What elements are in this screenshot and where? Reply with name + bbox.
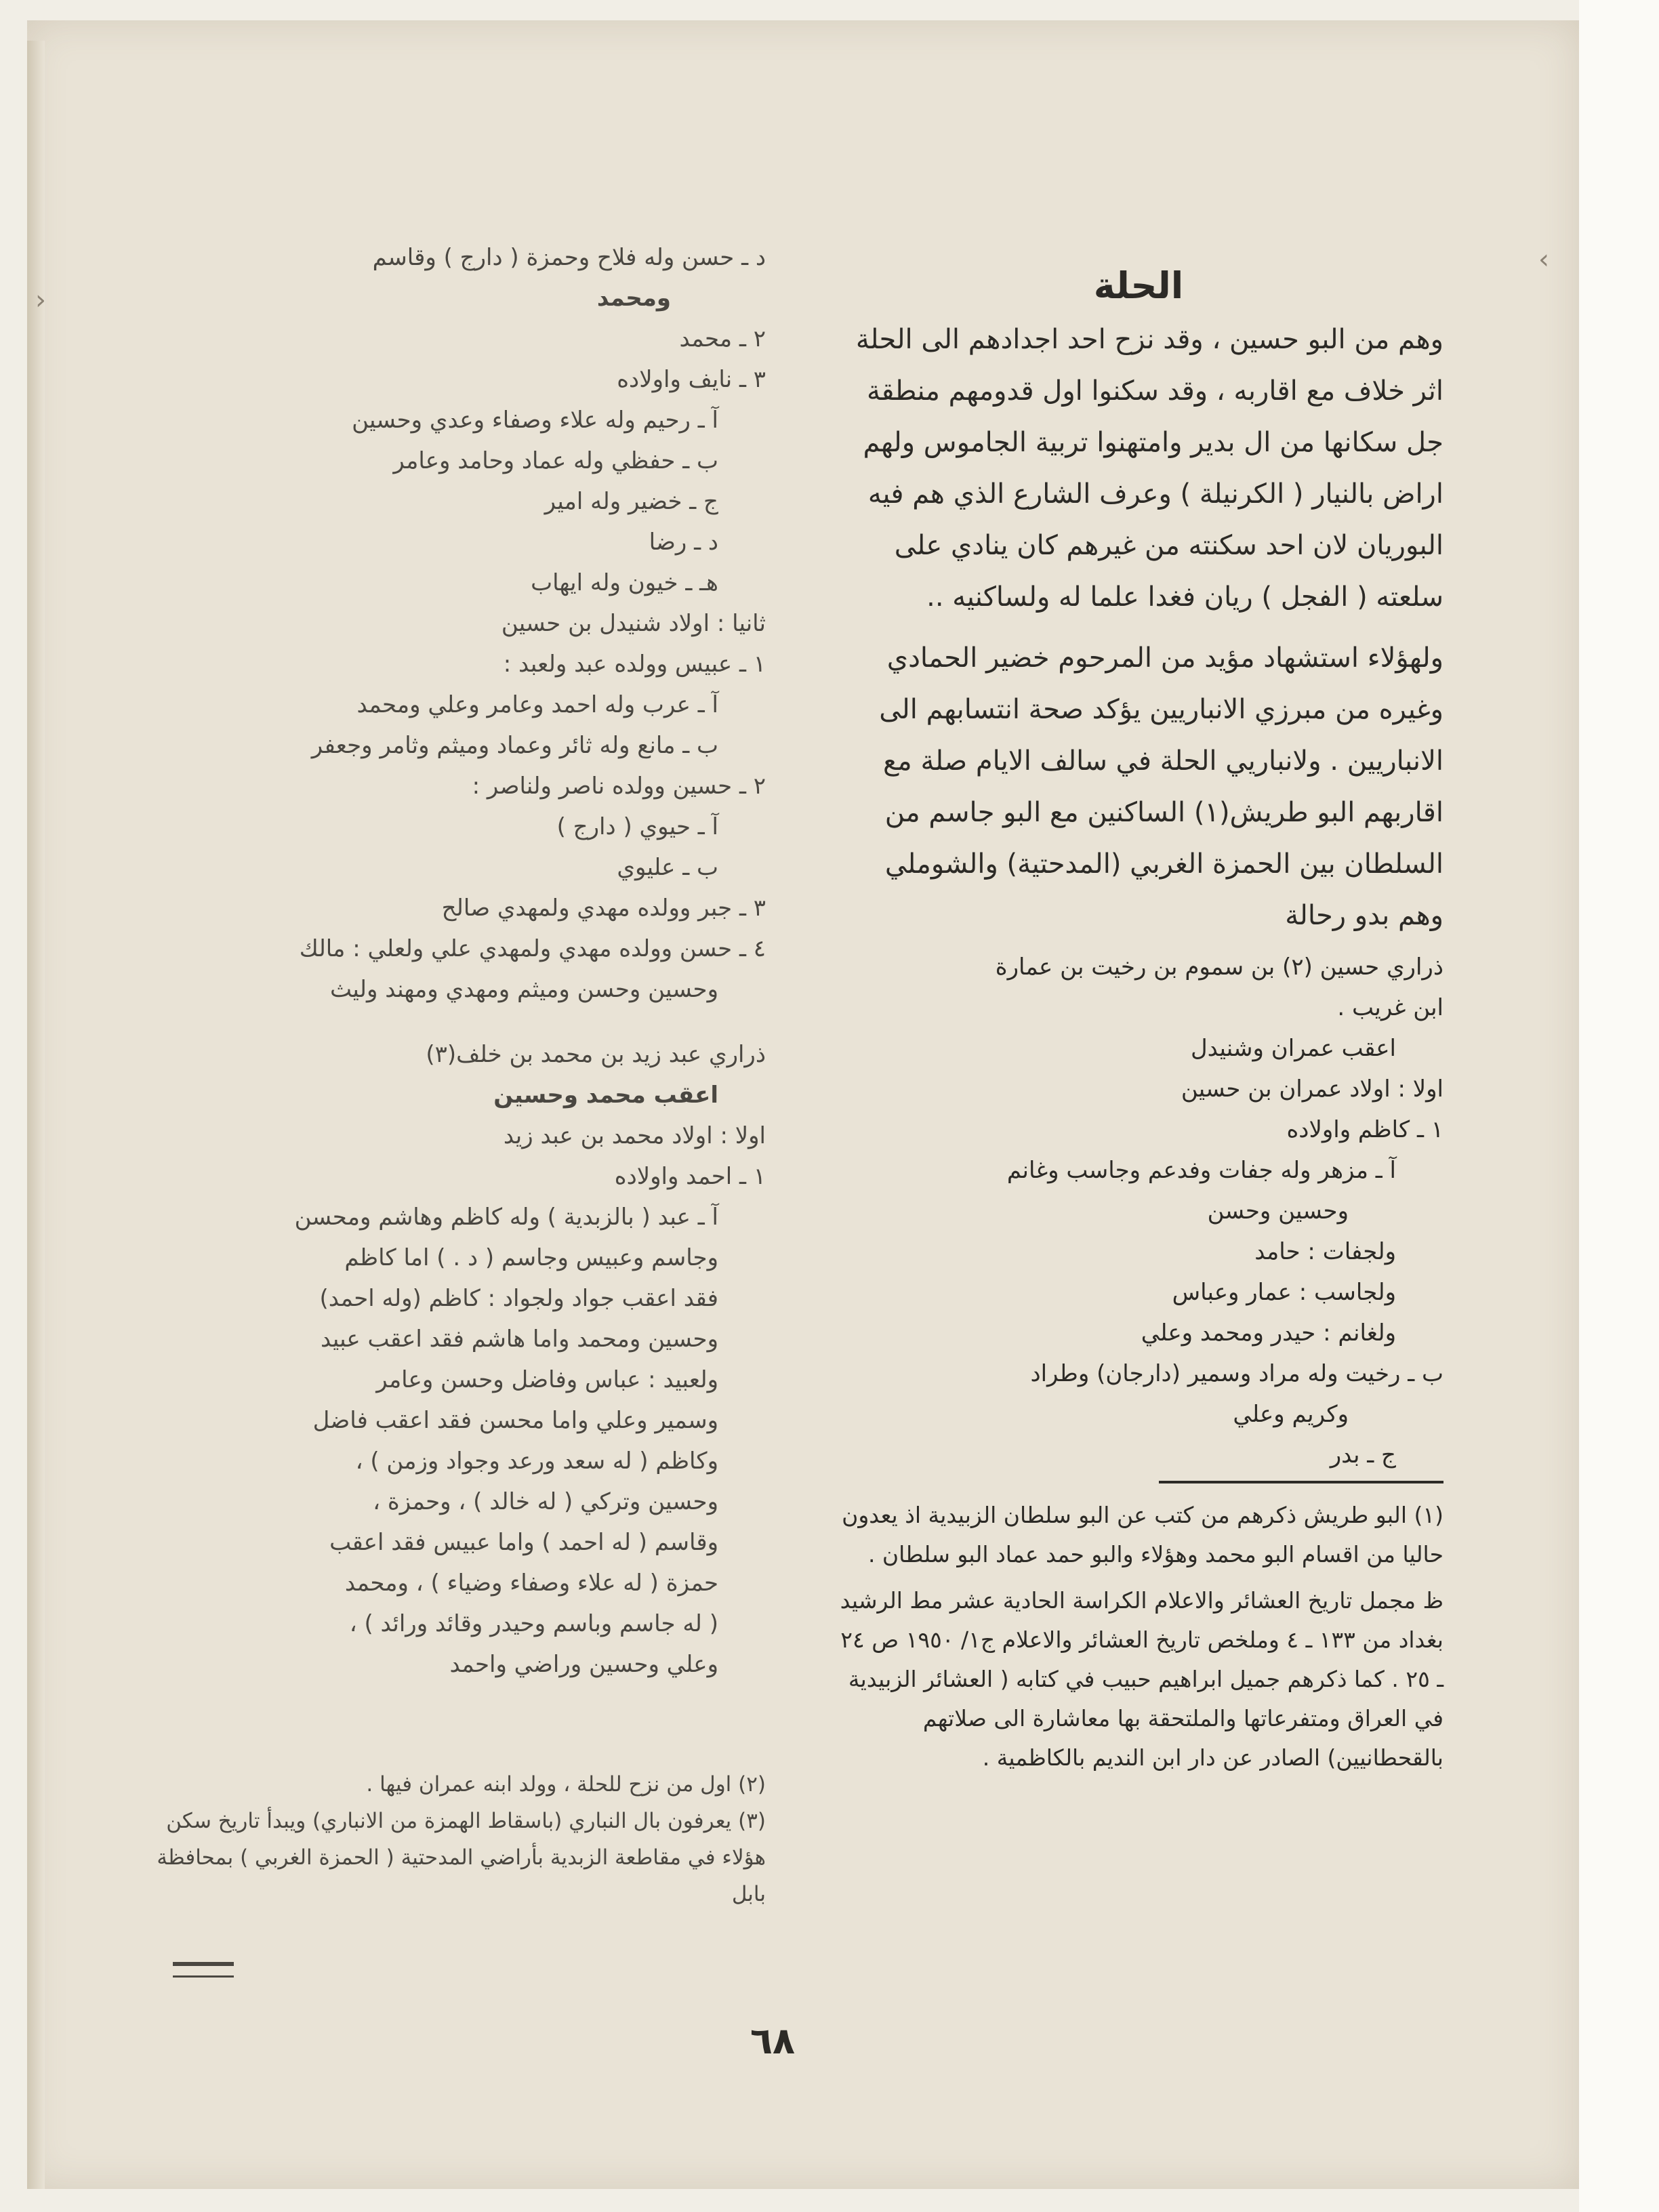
paragraph: وهم من البو حسين ، وقد نزح احد اجدادهم الى الحلة اثر خلاف مع اقاربه ، وقد سكنوا اول قدومهم منطقة جل سكانها من ال بدير وامتهنوا تربية الجاموس ولهم اراض بالنيار ( الكرنيلة ) وعرف الشارع الذي هم فيه البوريان لان احد سكنته من غيرهم كان ينادي على سلعته ( الفجل ) ريان فغدا علما له ولساكنيه .. — [855, 324, 1443, 613]
genealogy-line: ( له جاسم وباسم وحيدر وقائد ورائد ) ، — [349, 1610, 718, 1637]
genealogy-line: ٤ ـ حسن وولده مهدي ولمهدي علي ولعلي : مالك — [299, 935, 766, 962]
genealogy-line: فقد اعقب جواد ولجواد : كاظم (وله احمد) — [319, 1285, 718, 1312]
genealogy-line: وكريم وعلي — [1233, 1401, 1349, 1428]
page-end-mark — [173, 1962, 234, 1978]
genealogy-line: ب ـ مانع وله ثائر وعماد وميثم وثامر وجعفر — [311, 732, 718, 759]
genealogy-line: ١ ـ احمد واولاده — [614, 1163, 766, 1190]
genealogy-line: وكاظم ( له سعد ورعد وجواد وزمن ) ، — [355, 1448, 718, 1475]
genealogy-line: آ ـ مزهر وله جفات وفدعم وجاسب وغانم — [1006, 1157, 1396, 1184]
genealogy-line: ابن غريب . — [1337, 994, 1443, 1021]
genealogy-line: هـ ـ خيون وله ايهاب — [531, 569, 718, 596]
margin-mark: ‹ — [1538, 244, 1549, 275]
section-title: الحلة — [1093, 264, 1184, 307]
footnote: (٣) يعرفون بال النباري (باسقاط الهمزة من الانباري) ويبدأ تاريخ سكن هؤلاء في مقاطعة الزبدية بأراضي المدحتية ( الحمزة الغربي ) بمحافظة بابل — [157, 1809, 766, 1906]
genealogy-line: ثانيا : اولاد شنيدل بن حسين — [501, 610, 766, 637]
footnote: (٢) اول من نزح للحلة ، وولد ابنه عمران فيها . — [366, 1772, 766, 1797]
genealogy-line: ج ـ خضير وله امير — [544, 488, 718, 515]
genealogy-line: وقاسم ( له احمد ) واما عبيس فقد اعقب — [329, 1529, 718, 1556]
genealogy-line: وعلي وحسين وراضي واحمد — [449, 1651, 718, 1678]
genealogy-line: ٢ ـ محمد — [679, 325, 766, 352]
right-column — [834, 264, 1443, 1778]
genealogy-line: اولا : اولاد محمد بن عبد زيد — [503, 1122, 766, 1149]
margin-mark: › — [35, 285, 46, 316]
footnote-rule — [1159, 1481, 1443, 1483]
genealogy-line: آ ـ حيوي ( دارج ) — [556, 813, 718, 840]
genealogy-line: ١ ـ عبيس وولده عبد ولعبد : — [503, 651, 766, 678]
genealogy-line: ب ـ حفظي وله عماد وحامد وعامر — [393, 447, 718, 474]
genealogy-line: ولغانم : حيدر ومحمد وعلي — [1141, 1319, 1396, 1347]
genealogy-line: حمزة ( له علاء وصفاء وضياء ) ، ومحمد — [344, 1570, 718, 1597]
genealogy-line: ٣ ـ نايف واولاده — [617, 366, 766, 393]
genealogy-line: وحسين وتركي ( له خالد ) ، وحمزة ، — [373, 1488, 718, 1515]
genealogy-line: ذراري حسين (٢) بن سموم بن رخيت بن عمارة — [995, 954, 1443, 981]
page-number: ٦٨ — [750, 2020, 795, 2062]
genealogy-line: اعقب محمد وحسين — [493, 1082, 718, 1109]
genealogy-line: آ ـ رحيم وله علاء وصفاء وعدي وحسين — [352, 407, 718, 434]
page-spine-shadow — [27, 41, 45, 2189]
genealogy-line: ٣ ـ جبر وولده مهدي ولمهدي صالح — [441, 895, 766, 922]
genealogy-line: اعقب عمران وشنيدل — [1190, 1035, 1396, 1062]
left-column — [152, 237, 766, 1912]
genealogy-line: ٢ ـ حسين وولده ناصر ولناصر : — [472, 773, 766, 800]
genealogy-line: وحسين وحسن وميثم ومهدي ومهند وليث — [330, 976, 718, 1003]
genealogy-line: وسمير وعلي واما محسن فقد اعقب فاضل — [312, 1407, 718, 1434]
genealogy-line: آ ـ عرب وله احمد وعامر وعلي ومحمد — [356, 691, 718, 718]
genealogy-line: وحسين ومحمد واما هاشم فقد اعقب عبيد — [321, 1326, 718, 1353]
genealogy-line: د ـ رضا — [649, 529, 718, 556]
genealogy-line: ج ـ بدر — [1330, 1441, 1396, 1469]
paragraph: ولهؤلاء استشهاد مؤيد من المرحوم خضير الحمادي وغيره من مبرزي الانباريين يؤكد صحة انتسابهم الى الانباريين . ولانباريي الحلة في سالف الايام صلة مع اقاربهم البو طريش(١) الساكنين مع البو جاسم من السلطان بين الحمزة الغربي (المدحتية) والشوملي وهم بدو رحالة — [879, 642, 1443, 931]
genealogy-line: وحسين وحسن — [1207, 1197, 1349, 1225]
footnote: (١) البو طريش ذكرهم من كتب عن البو سلطان الزبيدية اذ يعدون حاليا من اقسام البو محمد وهؤلاء والبو حمد عماد البو سلطان . — [842, 1502, 1443, 1568]
genealogy-line: ١ ـ كاظم واولاده — [1286, 1116, 1443, 1143]
genealogy-line: اولا : اولاد عمران بن حسين — [1181, 1076, 1443, 1103]
genealogy-line: ذراري عبد زيد بن محمد بن خلف(٣) — [426, 1041, 766, 1068]
page-edge — [1579, 0, 1659, 2212]
genealogy-line: ولجاسب : عمار وعباس — [1172, 1279, 1396, 1306]
genealogy-line: ومحمد — [596, 285, 671, 312]
footnote: ظ مجمل تاريخ العشائر والاعلام الكراسة الحادية عشر مط الرشيد بغداد من ١٣٣ ـ ٤ وملخص تاريخ العشائر والاعلام ج١/ ١٩٥٠ ص ٢٤ ـ ٢٥ . كما ذكرهم جميل ابراهيم حبيب في كتابه ( العشائر الزبيدية في العراق ومتفرعاتها والملتحقة بها معاشارة الى صلاتهم بالقحطانيين) الصادر عن دار ابن النديم بالكاظمية . — [840, 1587, 1443, 1771]
genealogy-line: ب ـ عليوي — [617, 854, 718, 881]
genealogy-line: ب ـ رخيت وله مراد وسمير (دارجان) وطراد — [1030, 1360, 1443, 1387]
genealogy-line: ولجفات : حامد — [1254, 1238, 1396, 1265]
genealogy-line: وجاسم وعبيس وجاسم ( د . ) اما كاظم — [344, 1244, 718, 1271]
genealogy-line: آ ـ عبد ( بالزبدية ) وله كاظم وهاشم ومحسن — [294, 1204, 718, 1231]
genealogy-line: د ـ حسن وله فلاح وحمزة ( دارج ) وقاسم — [372, 244, 766, 271]
genealogy-line: ولعبيد : عباس وفاضل وحسن وعامر — [376, 1366, 718, 1393]
